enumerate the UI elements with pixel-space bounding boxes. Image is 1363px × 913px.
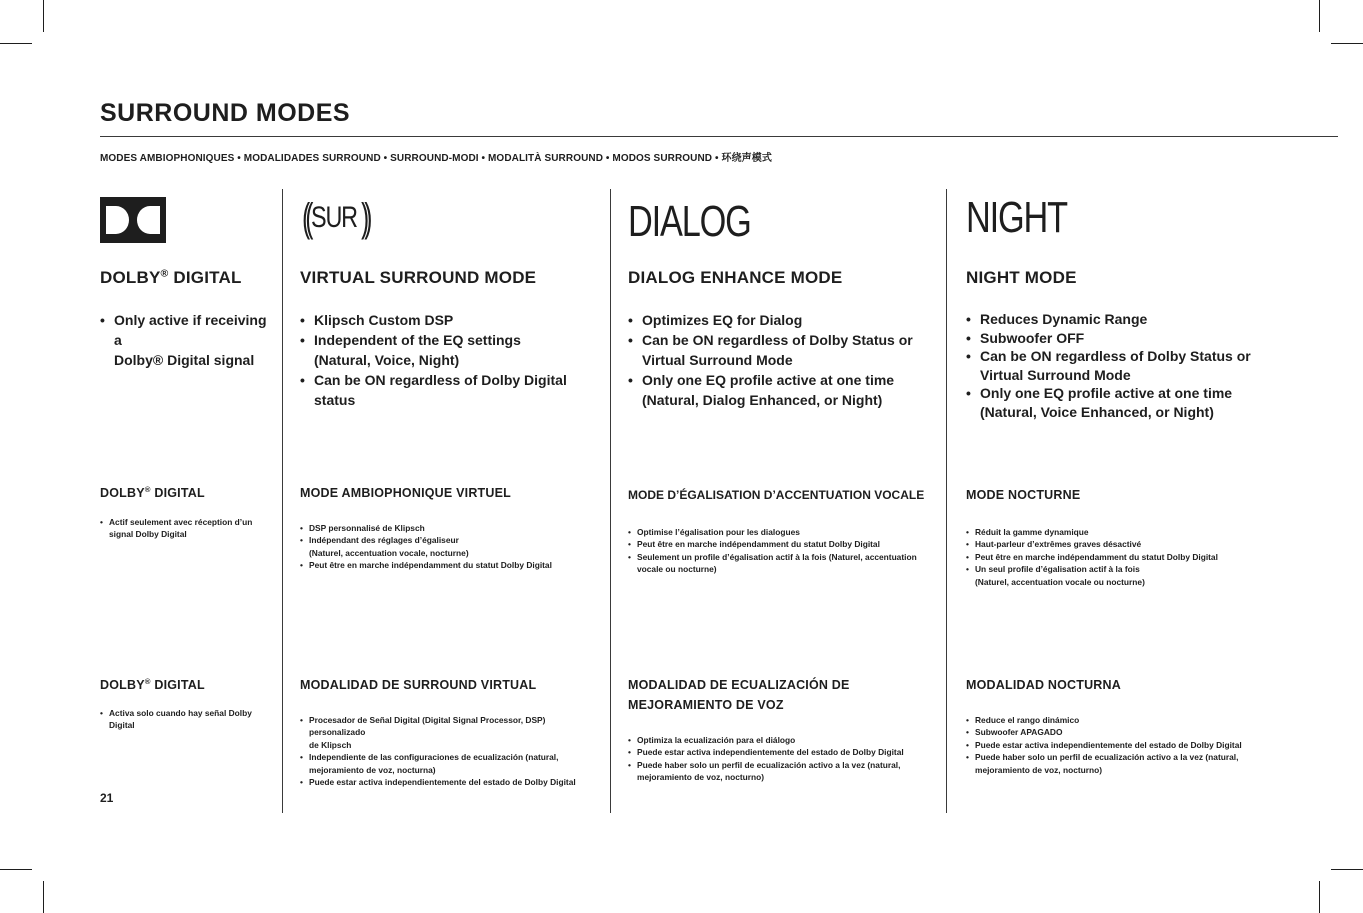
fr-feature-list xyxy=(300,522,552,572)
list-item: • Peut être en marche indépendamment du statut Dolby Digital xyxy=(966,551,1218,563)
column-dolby-digital xyxy=(100,189,278,813)
list-item: • Indépendant des réglages d’égaliseur (Naturel, accentuation vocale, nocturne) xyxy=(300,534,552,559)
logo-paren-left: (( xyxy=(302,196,309,240)
list-item: • Puede estar activa independientemente del estado de Dolby Digital xyxy=(300,776,600,788)
list-item: • Reduce el rango dinámico xyxy=(966,714,1242,726)
es-feature-list xyxy=(628,734,904,784)
list-item: • Haut-parleur d’extrêmes graves désactivé xyxy=(966,538,1218,550)
fr-heading: MODE AMBIOPHONIQUE VIRTUEL xyxy=(300,486,511,500)
column-virtual-surround xyxy=(300,189,600,813)
registered-mark: ® xyxy=(144,676,151,686)
list-item: • Subwoofer APAGADO xyxy=(966,726,1242,738)
list-item: • Independiente de las configuraciones de ecualización (natural, mejoramiento de voz, nocturna) xyxy=(300,751,600,776)
column-divider xyxy=(946,189,947,813)
dialog-logo: DIALOG xyxy=(628,197,751,246)
heading-text-rest: DIGITAL xyxy=(150,486,205,500)
es-heading: MODALIDAD DE SURROUND VIRTUAL xyxy=(300,678,537,692)
es-feature-list xyxy=(100,707,278,732)
list-item: • Only active if receiving a Dolby® Digital signal xyxy=(100,310,278,370)
list-item: • Only one EQ profile active at one time (Natural, Voice Enhanced, or Night) xyxy=(966,384,1251,421)
fr-heading: MODE NOCTURNE xyxy=(966,488,1081,502)
crop-mark xyxy=(1319,0,1320,32)
es-feature-list xyxy=(300,714,600,788)
en-heading: VIRTUAL SURROUND MODE xyxy=(300,268,537,287)
heading-text: DOLBY xyxy=(100,678,145,692)
list-item: • Puede estar activa independientemente del estado de Dolby Digital xyxy=(966,739,1242,751)
list-item: • Subwoofer OFF xyxy=(966,329,1251,348)
en-feature-list xyxy=(100,310,278,370)
fr-feature-list xyxy=(628,526,917,576)
heading-text: DOLBY xyxy=(100,486,145,500)
registered-mark: ® xyxy=(160,267,169,280)
es-heading xyxy=(100,675,205,695)
list-item: • Optimise l’égalisation pour les dialogues xyxy=(628,526,917,538)
list-item: • Can be ON regardless of Dolby Status or Virtual Surround Mode xyxy=(628,330,913,370)
registered-mark: ® xyxy=(144,484,151,494)
list-item: • DSP personnalisé de Klipsch xyxy=(300,522,552,534)
list-item: • Actif seulement avec réception d’un signal Dolby Digital xyxy=(100,516,252,541)
heading-text: DOLBY xyxy=(100,268,161,287)
list-item: • Un seul profile d’égalisation actif à la fois (Naturel, accentuation vocale ou nocturne) xyxy=(966,563,1218,588)
es-heading: MODALIDAD NOCTURNA xyxy=(966,678,1121,692)
list-item: • Procesador de Señal Digital (Digital Signal Processor, DSP) personalizado de Klipsch xyxy=(300,714,600,751)
column-night xyxy=(966,189,1266,813)
list-item: • Puede haber solo un perfil de ecualización activo a la vez (natural, mejoramiento de voz, nocturno) xyxy=(966,751,1242,776)
crop-mark xyxy=(0,43,32,44)
title-divider xyxy=(100,136,1338,137)
page-title: SURROUND MODES xyxy=(100,99,351,127)
crop-mark xyxy=(43,0,44,32)
en-heading: DIALOG ENHANCE MODE xyxy=(628,268,843,287)
logo-text: SUR xyxy=(310,201,357,234)
column-divider xyxy=(610,189,611,813)
fr-feature-list xyxy=(100,516,252,541)
heading-text-rest: DIGITAL xyxy=(150,678,205,692)
crop-mark xyxy=(43,881,44,913)
list-item: • Peut être en marche indépendamment du statut Dolby Digital xyxy=(300,559,552,571)
crop-mark xyxy=(1331,869,1363,870)
en-heading: NIGHT MODE xyxy=(966,268,1077,287)
crop-mark xyxy=(1331,43,1363,44)
en-feature-list xyxy=(300,310,600,410)
fr-heading xyxy=(100,483,205,503)
list-item: • Reduces Dynamic Range xyxy=(966,310,1251,329)
page-number: 21 xyxy=(100,791,114,805)
column-dialog-enhance xyxy=(628,189,938,813)
list-item: • Puede haber solo un perfil de ecualización activo a la vez (natural, mejoramiento de voz, nocturno) xyxy=(628,759,904,784)
list-item: • Puede estar activa independientemente del estado de Dolby Digital xyxy=(628,746,904,758)
column-divider xyxy=(282,189,283,813)
crop-mark xyxy=(0,869,32,870)
list-item: • Independent of the EQ settings (Natural, Voice, Night) xyxy=(300,330,600,370)
list-item: • Optimiza la ecualización para el diálogo xyxy=(628,734,904,746)
page-subtitle: MODES AMBIOPHONIQUES • MODALIDADES SURROUND • SURROUND-MODI • MODALITÀ SURROUND • MODOS SURROUND • 环绕声模式 xyxy=(100,153,772,164)
fr-feature-list xyxy=(966,526,1218,588)
list-item: • Activa solo cuando hay señal Dolby Digital xyxy=(100,707,278,732)
list-item: • Peut être en marche indépendamment du statut Dolby Digital xyxy=(628,538,917,550)
list-item: • Can be ON regardless of Dolby Digital status xyxy=(300,370,600,410)
en-feature-list xyxy=(966,310,1251,422)
list-item: • Can be ON regardless of Dolby Status or Virtual Surround Mode xyxy=(966,347,1251,384)
list-item: • Klipsch Custom DSP xyxy=(300,310,600,330)
crop-mark xyxy=(1319,881,1320,913)
heading-text-rest: DIGITAL xyxy=(168,268,242,287)
list-item: • Seulement un profile d’égalisation actif à la fois (Naturel, accentuation vocale ou nocturne) xyxy=(628,551,917,576)
logo-paren-right: )) xyxy=(360,196,368,240)
night-logo: NIGHT xyxy=(966,193,1067,242)
surround-logo xyxy=(300,195,369,241)
dolby-digital-logo xyxy=(100,197,166,243)
en-feature-list xyxy=(628,310,913,410)
es-heading: MODALIDAD DE ECUALIZACIÓN DE MEJORAMIENTO DE VOZ xyxy=(628,678,850,712)
list-item: • Réduit la gamme dynamique xyxy=(966,526,1218,538)
es-feature-list xyxy=(966,714,1242,776)
list-item: • Only one EQ profile active at one time (Natural, Dialog Enhanced, or Night) xyxy=(628,370,913,410)
fr-heading: MODE D’ÉGALISATION D’ACCENTUATION VOCALE xyxy=(628,488,925,502)
en-heading xyxy=(100,267,242,289)
list-item: • Optimizes EQ for Dialog xyxy=(628,310,913,330)
